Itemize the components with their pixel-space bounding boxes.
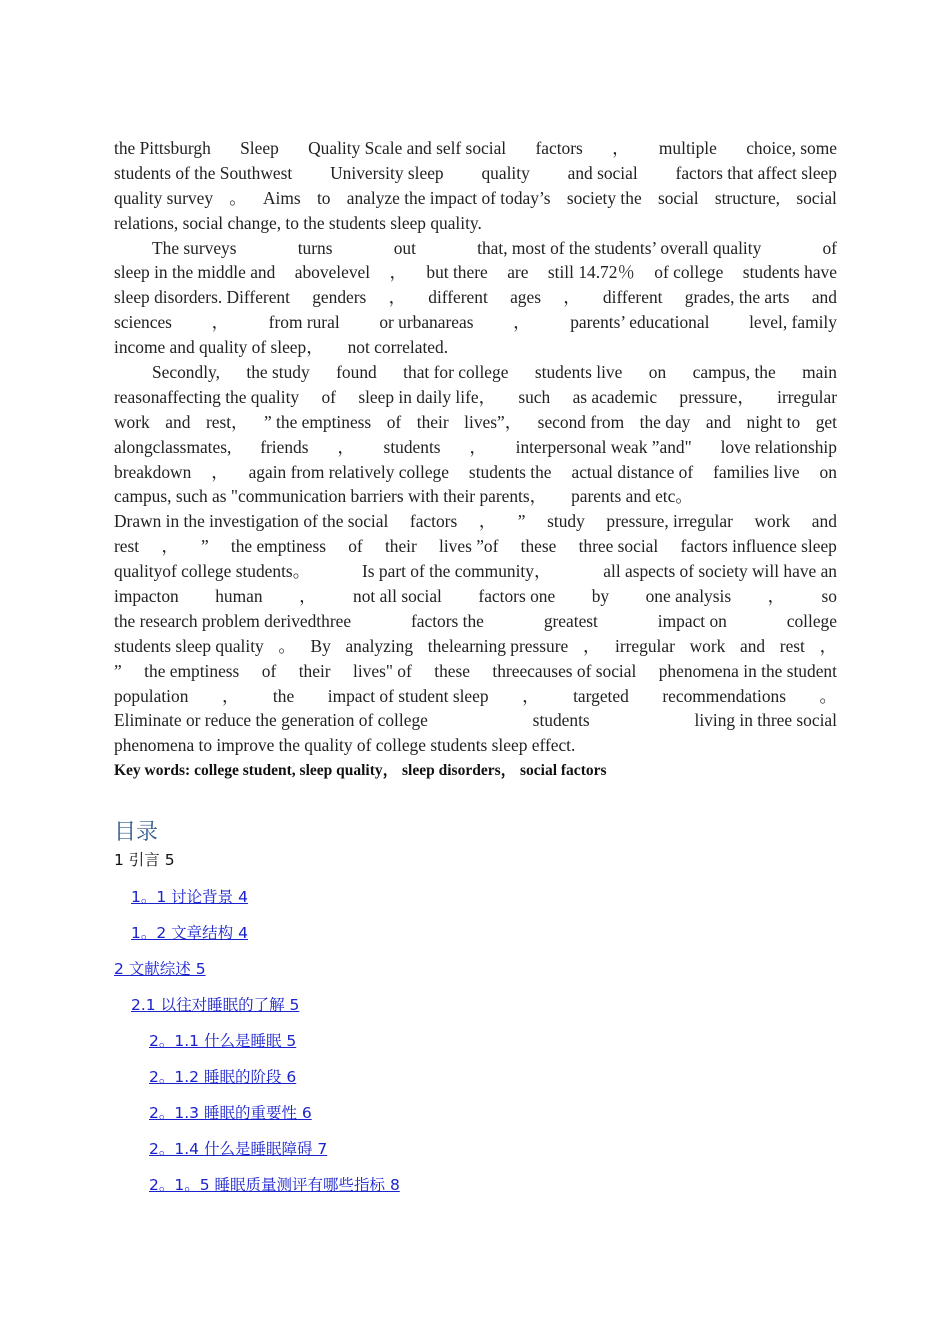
abstract-line xyxy=(114,559,837,584)
abstract-text-segment: students live xyxy=(534,362,623,383)
abstract-text-segment: students sleep quality xyxy=(114,635,264,656)
abstract-text-segment: pressure, irregular xyxy=(606,511,733,532)
abstract-text-segment: The surveys xyxy=(152,237,237,258)
abstract-text-segment: choice, some xyxy=(746,138,837,158)
abstract-text-segment: of college xyxy=(654,262,724,283)
abstract-text-segment: not all social xyxy=(353,586,442,607)
keywords-line: Key words: college student, sleep quality， sleep disorders， social factors xyxy=(114,762,607,780)
abstract-text-segment: genders xyxy=(312,287,367,308)
abstract-text-segment: relations, social change, to the students sleep quality. xyxy=(114,212,482,233)
abstract-body xyxy=(114,136,837,782)
toc-link[interactable]: 1。1 讨论背景 4 xyxy=(131,888,248,906)
abstract-text-segment: phenomena to improve the quality of college students sleep effect. xyxy=(114,735,576,756)
abstract-text-segment: reasonaffecting the quality xyxy=(114,386,300,407)
abstract-text-segment: ， xyxy=(299,586,317,607)
abstract-text-segment: lives" of xyxy=(353,660,412,681)
abstract-line xyxy=(114,335,837,360)
toc-entry: 1 引言 5 xyxy=(114,851,175,869)
abstract-text-segment: the study xyxy=(246,362,310,383)
abstract-text-segment: ， xyxy=(469,436,487,457)
abstract-text-segment: abovelevel xyxy=(294,262,371,283)
abstract-text-segment: rest xyxy=(114,536,140,557)
toc-link[interactable]: 2。1.2 睡眠的阶段 6 xyxy=(149,1068,297,1086)
abstract-text-segment: sleep disorders. Different xyxy=(114,287,290,308)
toc-link[interactable]: 2。1.3 睡眠的重要性 6 xyxy=(149,1104,312,1122)
abstract-text-segment: irregular xyxy=(777,386,837,407)
abstract-line xyxy=(114,310,837,335)
abstract-text-segment: human xyxy=(215,586,263,607)
abstract-text-segment: lives”， xyxy=(464,411,523,432)
abstract-text-segment: one analysis xyxy=(645,586,732,607)
toc-link[interactable]: 2。1.4 什么是睡眠障碍 7 xyxy=(149,1140,328,1158)
abstract-text-segment: qualityof college students。 xyxy=(114,561,311,582)
abstract-text-segment: and xyxy=(705,411,732,432)
abstract-text-segment: parents and etc。 xyxy=(571,486,693,507)
abstract-line xyxy=(114,285,837,310)
abstract-text-segment: love relationship xyxy=(720,436,837,457)
abstract-text-segment: 。 xyxy=(229,187,247,208)
abstract-text-segment: ， xyxy=(389,262,407,283)
abstract-text-segment: ” xyxy=(114,660,122,681)
abstract-text-segment: factors one xyxy=(478,586,556,607)
abstract-text-segment: on xyxy=(819,461,837,482)
abstract-text-segment: ， xyxy=(161,536,179,557)
abstract-text-segment: found xyxy=(336,362,377,383)
abstract-text-segment: campus, such as "communication barriers with their parents， xyxy=(114,486,548,507)
abstract-text-segment: as academic xyxy=(572,386,658,407)
abstract-text-segment: different xyxy=(428,287,488,308)
abstract-line xyxy=(114,260,837,285)
abstract-text-segment: again from relatively college xyxy=(248,461,449,482)
toc-link[interactable]: 2 文献综述 5 xyxy=(114,960,206,978)
abstract-text-segment: campus, the xyxy=(692,362,776,383)
abstract-text-segment: grades, the arts xyxy=(684,287,790,308)
abstract-text-segment: are xyxy=(507,262,529,283)
abstract-text-segment: three social xyxy=(578,536,659,557)
abstract-text-segment: all aspects of society will have an xyxy=(603,561,837,582)
abstract-text-segment: factors the xyxy=(410,610,484,631)
abstract-text-segment: factors xyxy=(535,138,583,158)
abstract-text-segment: students xyxy=(383,436,441,457)
abstract-text-segment: quality survey xyxy=(114,187,214,208)
abstract-text-segment: study xyxy=(547,511,585,532)
abstract-text-segment: parents’ educational xyxy=(570,312,710,333)
abstract-line xyxy=(114,161,837,186)
abstract-text-segment: and xyxy=(165,411,191,432)
abstract-text-segment: and xyxy=(811,511,837,532)
abstract-text-segment: but there xyxy=(426,262,488,283)
abstract-text-segment: ， xyxy=(582,635,601,656)
abstract-text-segment: of xyxy=(386,411,402,432)
abstract-text-segment: the xyxy=(272,685,295,706)
abstract-text-segment: of xyxy=(348,536,363,557)
abstract-text-segment: that for college xyxy=(403,362,509,383)
abstract-line xyxy=(114,733,837,758)
abstract-text-segment: such xyxy=(518,386,551,407)
abstract-text-segment: ， xyxy=(388,287,406,308)
abstract-text-segment: different xyxy=(602,287,663,308)
abstract-text-segment: ， xyxy=(221,685,240,706)
abstract-text-segment: impact on xyxy=(657,610,727,631)
abstract-text-segment: income and quality of sleep， xyxy=(114,337,324,358)
abstract-line xyxy=(114,684,837,709)
abstract-text-segment: or urbanareas xyxy=(379,312,474,333)
abstract-text-segment: from rural xyxy=(268,312,340,333)
abstract-text-segment: Quality Scale and self social xyxy=(308,138,507,158)
abstract-text-segment: Eliminate or reduce the generation of college xyxy=(114,710,428,731)
abstract-text-segment: pressure， xyxy=(679,386,755,407)
abstract-text-segment: the emptiness xyxy=(144,660,240,681)
abstract-text-segment: main xyxy=(802,362,837,383)
abstract-text-segment: and social xyxy=(567,162,638,183)
abstract-line xyxy=(114,211,837,236)
abstract-text-segment: ， xyxy=(563,287,581,308)
abstract-text-segment: phenomena in the student xyxy=(658,660,837,681)
abstract-text-segment: structure, xyxy=(714,187,781,208)
abstract-text-segment: living in three social xyxy=(694,710,837,731)
abstract-line xyxy=(114,460,837,485)
abstract-line xyxy=(114,609,837,634)
abstract-text-segment: of xyxy=(261,660,277,681)
abstract-line xyxy=(114,385,837,410)
abstract-line xyxy=(114,236,837,261)
toc-link[interactable]: 1。2 文章结构 4 xyxy=(131,924,248,942)
abstract-line xyxy=(114,708,837,733)
abstract-text-segment: irregular xyxy=(615,635,675,656)
abstract-text-segment: sleep in daily life， xyxy=(358,386,496,407)
abstract-text-segment: ， xyxy=(211,312,230,333)
abstract-text-segment: still 14.72％ xyxy=(547,262,635,283)
abstract-text-segment: their xyxy=(298,660,331,681)
abstract-text-segment: Secondly, xyxy=(152,362,220,383)
abstract-text-segment: impact of student sleep xyxy=(327,685,489,706)
abstract-text-segment: actual distance of xyxy=(571,461,694,482)
abstract-text-segment: the emptiness xyxy=(230,536,327,557)
abstract-text-segment: night to xyxy=(746,411,801,432)
abstract-text-segment: families live xyxy=(713,461,800,482)
abstract-line xyxy=(114,136,837,161)
abstract-lines xyxy=(114,136,837,758)
abstract-text-segment: Sleep xyxy=(240,138,279,158)
abstract-text-segment: social xyxy=(796,187,837,208)
toc-link[interactable]: 2。1。5 睡眠质量测评有哪些指标 8 xyxy=(149,1176,400,1194)
abstract-text-segment: University sleep xyxy=(330,162,444,183)
abstract-text-segment: of xyxy=(822,237,837,258)
abstract-text-segment: sleep in the middle and xyxy=(114,262,276,283)
toc-title: 目录 xyxy=(114,820,159,845)
abstract-text-segment: sciences xyxy=(114,312,172,333)
abstract-text-segment: By xyxy=(310,635,331,656)
abstract-text-segment: students xyxy=(532,710,590,731)
abstract-line xyxy=(114,584,837,609)
abstract-text-segment: the research problem derivedthree xyxy=(114,610,352,631)
abstract-text-segment: ， xyxy=(211,461,229,482)
abstract-text-segment: Is part of the community， xyxy=(362,561,552,582)
abstract-text-segment: alongclassmates, xyxy=(114,436,232,457)
abstract-text-segment: level, family xyxy=(749,312,837,333)
abstract-text-segment: ” xyxy=(517,511,526,532)
abstract-text-segment: and xyxy=(739,635,766,656)
abstract-text-segment: population xyxy=(114,685,189,706)
abstract-text-segment: 。 xyxy=(278,635,296,656)
abstract-text-segment: ” xyxy=(200,536,209,557)
abstract-text-segment: the day xyxy=(639,411,691,432)
toc-link[interactable]: 2。1.1 什么是睡眠 5 xyxy=(149,1032,297,1050)
abstract-text-segment: these xyxy=(434,660,470,681)
abstract-text-segment: ， xyxy=(337,436,355,457)
abstract-text-segment: turns xyxy=(297,237,333,258)
abstract-line xyxy=(114,410,837,435)
abstract-text-segment: ” the emptiness xyxy=(263,411,372,432)
abstract-line xyxy=(114,435,837,460)
abstract-text-segment: second from xyxy=(537,411,625,432)
abstract-line xyxy=(114,634,837,659)
abstract-line xyxy=(114,534,837,559)
abstract-text-segment: Aims xyxy=(262,187,301,208)
abstract-text-segment: interpersonal weak ”and" xyxy=(515,436,692,457)
abstract-text-segment: these xyxy=(520,536,557,557)
abstract-text-segment: Drawn in the investigation of the social xyxy=(114,511,389,532)
abstract-text-segment: 。 xyxy=(819,685,837,706)
abstract-text-segment: out xyxy=(393,237,416,258)
abstract-text-segment: analyze the impact of today’s xyxy=(346,187,551,208)
abstract-text-segment: factors that affect sleep xyxy=(675,162,837,183)
abstract-line xyxy=(114,659,837,684)
abstract-text-segment: students the xyxy=(468,461,552,482)
abstract-text-segment: so xyxy=(821,586,837,607)
abstract-text-segment: lives ”of xyxy=(439,536,499,557)
abstract-text-segment: students of the Southwest xyxy=(114,162,293,183)
abstract-text-segment: to xyxy=(316,187,331,208)
abstract-text-segment: friends xyxy=(260,436,309,457)
toc-link[interactable]: 2.1 以往对睡眠的了解 5 xyxy=(131,996,300,1014)
abstract-text-segment: students have xyxy=(742,262,837,283)
abstract-line xyxy=(114,360,837,385)
abstract-text-segment: that, most of the students’ overall quality xyxy=(477,237,762,258)
abstract-text-segment: their xyxy=(416,411,449,432)
abstract-text-segment: factors influence sleep xyxy=(680,536,837,557)
abstract-text-segment: factors xyxy=(409,511,458,532)
abstract-text-segment: breakdown xyxy=(114,461,192,482)
abstract-text-segment: analyzing xyxy=(345,635,414,656)
abstract-text-segment: work xyxy=(114,411,150,432)
abstract-text-segment: quality xyxy=(481,162,530,183)
abstract-text-segment: by xyxy=(591,586,610,607)
abstract-text-segment: get xyxy=(815,411,837,432)
abstract-text-segment: ， xyxy=(513,312,531,333)
abstract-text-segment: not correlated. xyxy=(347,337,449,358)
abstract-text-segment: social xyxy=(657,187,699,208)
abstract-text-segment: of xyxy=(321,386,336,407)
abstract-text-segment: ages xyxy=(510,287,541,308)
abstract-text-segment: society the xyxy=(566,187,642,208)
abstract-text-segment: greatest xyxy=(543,610,598,631)
abstract-line xyxy=(114,186,837,211)
abstract-text-segment: ， xyxy=(522,685,540,706)
abstract-text-segment: recommendations xyxy=(662,685,786,706)
abstract-text-segment: and xyxy=(811,287,837,308)
abstract-text-segment: work xyxy=(754,511,791,532)
abstract-text-segment: impacton xyxy=(114,586,179,607)
abstract-line xyxy=(114,509,837,534)
abstract-text-segment: ， xyxy=(767,586,786,607)
abstract-text-segment: threecauses of social xyxy=(492,660,637,681)
abstract-text-segment: ， xyxy=(612,138,630,158)
abstract-text-segment: the Pittsburgh xyxy=(114,138,211,158)
abstract-text-segment: on xyxy=(648,362,667,383)
abstract-text-segment: work xyxy=(689,635,726,656)
abstract-text-segment: rest， xyxy=(205,411,249,432)
abstract-text-segment: thelearning pressure xyxy=(427,635,569,656)
abstract-text-segment: targeted xyxy=(573,685,629,706)
abstract-line xyxy=(114,484,837,509)
abstract-text-segment: ， xyxy=(478,511,497,532)
abstract-text-segment: their xyxy=(384,536,417,557)
abstract-text-segment: multiple xyxy=(658,138,717,158)
abstract-text-segment: college xyxy=(786,610,837,631)
abstract-text-segment: ， xyxy=(819,635,837,656)
abstract-text-segment: rest xyxy=(779,635,805,656)
